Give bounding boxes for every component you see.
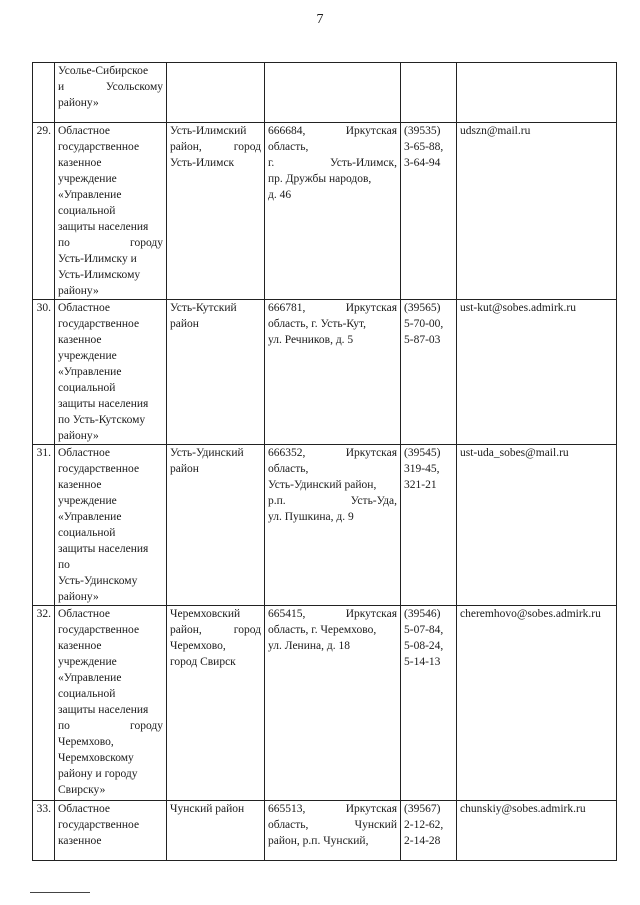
cell-line: казенное (58, 835, 102, 847)
cell-line: область, г. Черемхово, (268, 624, 377, 636)
cell-line: Чунский район (170, 803, 245, 815)
cell-line: учреждение (58, 495, 117, 507)
cell-word: р.п. (268, 495, 286, 507)
cell-word: 666684, (268, 125, 306, 137)
cell-line: Усолье-Сибирское (58, 65, 149, 77)
cell-word: город (233, 141, 261, 153)
table-row (33, 606, 617, 801)
district-cell (167, 445, 265, 606)
cell-line: область, (268, 463, 309, 475)
row-number: 31. (33, 445, 55, 606)
phone-cell (401, 801, 457, 861)
page-number: 7 (316, 12, 324, 27)
cell-word: 665415, (268, 608, 306, 620)
cell-line: (39535) (404, 125, 441, 137)
table-row (33, 123, 617, 300)
phone-cell (401, 445, 457, 606)
cell-line: Усть-Илимск (170, 157, 235, 169)
address-cell (265, 606, 401, 801)
cell-line: району» (58, 591, 99, 603)
cell-line: 3-65-88, (404, 141, 444, 153)
cell-line: по (58, 559, 70, 571)
institution-name-cell (55, 300, 167, 445)
email-cell: cheremhovo@sobes.admirk.ru (457, 606, 617, 801)
cell-word: район, (170, 141, 202, 153)
phone-cell (401, 300, 457, 445)
cell-line: 2-12-62, (404, 819, 444, 831)
table-row (33, 445, 617, 606)
cell-line: Свирску» (58, 784, 106, 796)
footnote-rule (30, 892, 90, 893)
email-cell: chunskiy@sobes.admirk.ru (457, 801, 617, 861)
cell-line: Усть-Кутский (170, 302, 237, 314)
cell-word: Усть-Илимск, (329, 157, 397, 169)
cell-line (58, 79, 163, 95)
cell-line: социальной (58, 527, 116, 539)
district-cell (167, 123, 265, 300)
cell-word: Иркутская (345, 302, 397, 314)
cell-word: Усть-Уда, (350, 495, 397, 507)
cell-line: Черемхово, (58, 736, 114, 748)
cell-line: району» (58, 285, 99, 297)
cell-line (268, 493, 397, 509)
cell-line: ул. Пушкина, д. 9 (268, 511, 354, 523)
cell-word: Чунский (354, 819, 397, 831)
row-number: 32. (33, 606, 55, 801)
row-number (33, 63, 55, 123)
cell-line: государственное (58, 141, 140, 153)
cell-line: социальной (58, 205, 116, 217)
address-cell (265, 300, 401, 445)
cell-line: Областное (58, 447, 110, 459)
cell-line: «Управление (58, 511, 122, 523)
cell-line: государственное (58, 819, 140, 831)
cell-line: социальной (58, 688, 116, 700)
cell-line: Усть-Илимску и (58, 253, 137, 265)
table-row (33, 63, 617, 123)
cell-line (170, 139, 261, 155)
cell-line: Черемховскому (58, 752, 134, 764)
cell-line: защиты населения (58, 398, 149, 410)
cell-word: городу (130, 237, 163, 249)
cell-line: д. 46 (268, 189, 292, 201)
address-cell (265, 445, 401, 606)
cell-line: Усть-Удинскому (58, 575, 138, 587)
cell-line (268, 155, 397, 171)
cell-word: Иркутская (345, 803, 397, 815)
district-cell (167, 300, 265, 445)
cell-line: район, р.п. Чунский, (268, 835, 369, 847)
cell-word: Иркутская (345, 608, 397, 620)
cell-line: 5-07-84, (404, 624, 444, 636)
cell-word: область, (268, 819, 309, 831)
cell-line: Усть-Удинский район, (268, 479, 377, 491)
cell-line: район (170, 463, 199, 475)
institution-name-cell (55, 445, 167, 606)
cell-line: по Усть-Кутскому (58, 414, 146, 426)
cell-line: Усть-Удинский (170, 447, 244, 459)
cell-line: 319-45, (404, 463, 440, 475)
cell-line: «Управление (58, 189, 122, 201)
cell-word: Иркутская (345, 447, 397, 459)
cell-line: (39546) (404, 608, 441, 620)
cell-line (268, 123, 397, 139)
cell-line: город Свирск (170, 656, 236, 668)
cell-line: району» (58, 430, 99, 442)
cell-line (268, 300, 397, 316)
cell-line (170, 622, 261, 638)
cell-word: город (233, 624, 261, 636)
cell-word: по (58, 720, 70, 732)
cell-line: Черемховский (170, 608, 241, 620)
institution-name-cell (55, 63, 167, 123)
cell-word: 666352, (268, 447, 306, 459)
table-row (33, 300, 617, 445)
cell-line: Усть-Илимскому (58, 269, 141, 281)
cell-line: 5-14-13 (404, 656, 441, 668)
cell-line: 3-64-94 (404, 157, 441, 169)
email-cell: udszn@mail.ru (457, 123, 617, 300)
address-cell (265, 801, 401, 861)
district-cell (167, 801, 265, 861)
email-cell: ust-kut@sobes.admirk.ru (457, 300, 617, 445)
table-row (33, 801, 617, 861)
phone-cell (401, 606, 457, 801)
cell-line: (39567) (404, 803, 441, 815)
cell-word: по (58, 237, 70, 249)
email-cell (457, 63, 617, 123)
cell-line: Областное (58, 608, 110, 620)
cell-word: и (58, 81, 65, 93)
address-cell (265, 123, 401, 300)
cell-line: казенное (58, 479, 102, 491)
cell-line: пр. Дружбы народов, (268, 173, 372, 185)
institutions-table (32, 62, 617, 861)
cell-line: район (170, 318, 199, 330)
cell-line: социальной (58, 382, 116, 394)
cell-word: Усольскому (105, 81, 163, 93)
cell-line: учреждение (58, 656, 117, 668)
cell-line: казенное (58, 334, 102, 346)
institution-name-cell (55, 123, 167, 300)
cell-line: 5-87-03 (404, 334, 441, 346)
cell-line: 321-21 (404, 479, 437, 491)
cell-line: «Управление (58, 366, 122, 378)
cell-line (58, 718, 163, 734)
cell-line: «Управление (58, 672, 122, 684)
cell-line (268, 817, 397, 833)
cell-line: 5-08-24, (404, 640, 444, 652)
cell-line (268, 801, 397, 817)
cell-line: защиты населения (58, 221, 149, 233)
institution-name-cell (55, 606, 167, 801)
cell-line: Усть-Илимский (170, 125, 247, 137)
cell-line: (39565) (404, 302, 441, 314)
cell-line: Областное (58, 803, 110, 815)
cell-line: область, (268, 141, 309, 153)
cell-line: 5-70-00, (404, 318, 444, 330)
cell-line: Черемхово, (170, 640, 226, 652)
cell-line: району и городу (58, 768, 138, 780)
cell-line: (39545) (404, 447, 441, 459)
cell-line: государственное (58, 463, 140, 475)
cell-word: 666781, (268, 302, 306, 314)
district-cell (167, 606, 265, 801)
cell-line: казенное (58, 157, 102, 169)
cell-line (58, 235, 163, 251)
district-cell (167, 63, 265, 123)
institution-name-cell (55, 801, 167, 861)
cell-line (268, 606, 397, 622)
cell-line: защиты населения (58, 543, 149, 555)
cell-line: Областное (58, 125, 110, 137)
cell-line: государственное (58, 624, 140, 636)
email-cell: ust-uda_sobes@mail.ru (457, 445, 617, 606)
cell-line: ул. Речников, д. 5 (268, 334, 354, 346)
cell-line: казенное (58, 640, 102, 652)
cell-word: г. (268, 157, 275, 169)
cell-word: Иркутская (345, 125, 397, 137)
phone-cell (401, 63, 457, 123)
phone-cell (401, 123, 457, 300)
cell-line: району» (58, 97, 99, 109)
row-number: 30. (33, 300, 55, 445)
cell-line: область, г. Усть-Кут, (268, 318, 367, 330)
row-number: 33. (33, 801, 55, 861)
row-number: 29. (33, 123, 55, 300)
cell-word: район, (170, 624, 202, 636)
cell-line: ул. Ленина, д. 18 (268, 640, 350, 652)
address-cell (265, 63, 401, 123)
cell-line: Областное (58, 302, 110, 314)
cell-line (268, 445, 397, 461)
cell-word: 665513, (268, 803, 306, 815)
cell-line: защиты населения (58, 704, 149, 716)
cell-line: государственное (58, 318, 140, 330)
cell-line: учреждение (58, 350, 117, 362)
cell-word: городу (130, 720, 163, 732)
cell-line: учреждение (58, 173, 117, 185)
cell-line: 2-14-28 (404, 835, 441, 847)
